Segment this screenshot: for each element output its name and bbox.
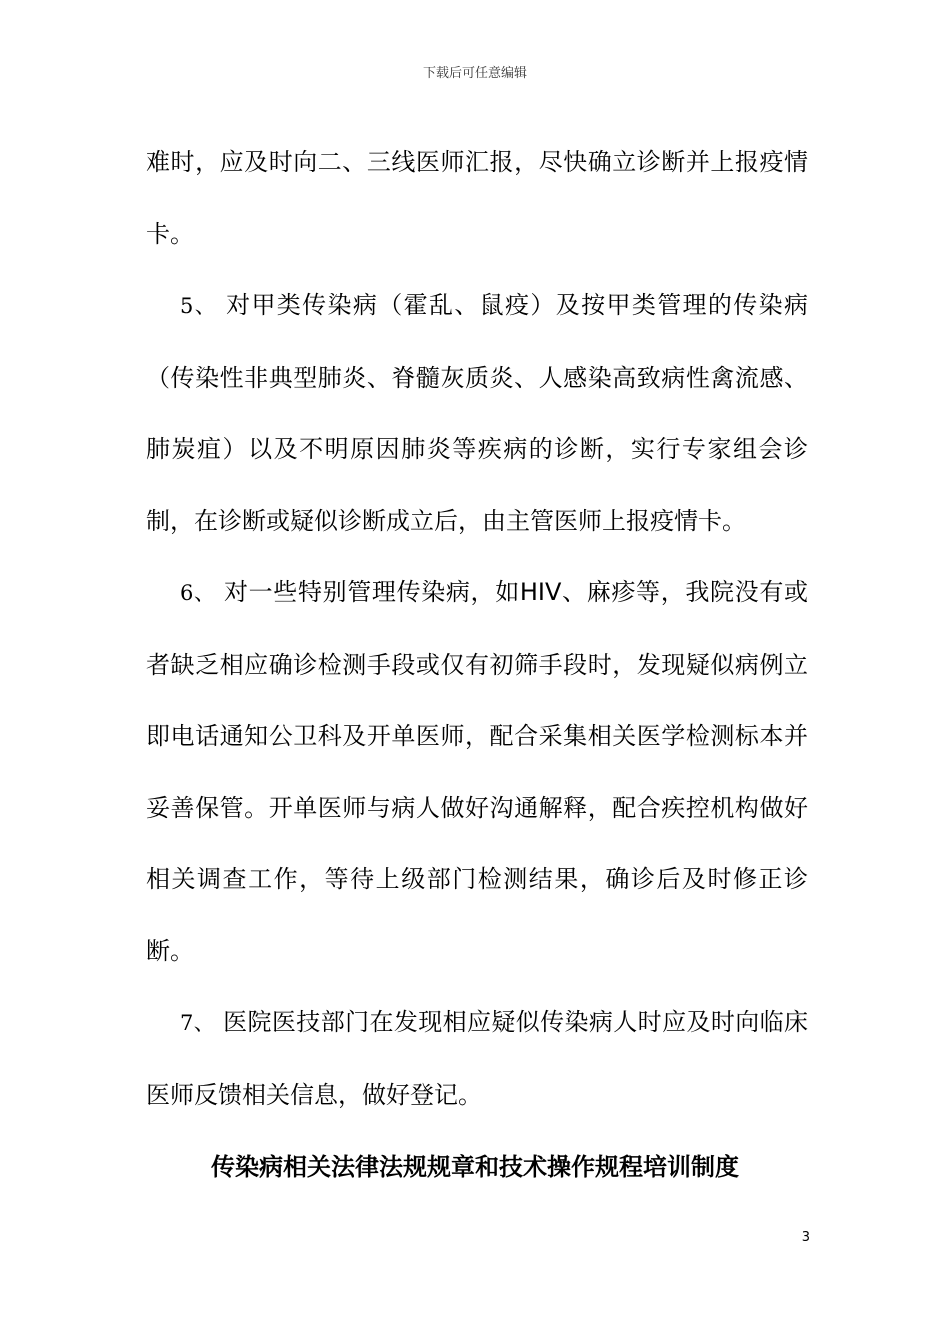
paragraph-text: 对一些特别管理传染病，如HIV、麻疹等，我院没有或者缺乏相应确诊检测手段或仅有初筛手段时，发现疑似病例立即电话通知公卫科及开单医师，配合采集相关医学检测标本并妥善保管。开单医师与病人做好沟通解释，配合疾控机构做好相关调查工作，等待上级部门检测结果，确诊后及时修正诊断。 <box>146 578 808 965</box>
paragraph-number: 6、 <box>180 581 216 605</box>
paragraph-number: 5、 <box>180 294 218 318</box>
document-body <box>146 127 808 1131</box>
paragraph-text: 难时，应及时向二、三线医师汇报，尽快确立诊断并上报疫情卡。 <box>146 148 808 248</box>
page-number: 3 <box>801 1230 810 1245</box>
paragraph-item-6 <box>146 557 808 987</box>
paragraph-number: 7、 <box>180 1011 216 1035</box>
paragraph-text: 对甲类传染病（霍乱、鼠疫）及按甲类管理的传染病（传染性非典型肺炎、脊髓灰质炎、人感染高致病性禽流感、肺炭疽）以及不明原因肺炎等疾病的诊断，实行专家组会诊制，在诊断或疑似诊断成立后，由主管医师上报疫情卡。 <box>146 291 808 535</box>
page-header: 下载后可任意编辑 <box>422 66 527 81</box>
section-title: 传染病相关法律法规规章和技术操作规程培训制度 <box>211 1153 739 1181</box>
paragraph-item-7 <box>146 987 808 1131</box>
paragraph-continued <box>146 127 808 270</box>
paragraph-text: 医院医技部门在发现相应疑似传染病人时应及时向临床医师反馈相关信息，做好登记。 <box>146 1008 808 1109</box>
paragraph-item-5 <box>146 270 808 557</box>
